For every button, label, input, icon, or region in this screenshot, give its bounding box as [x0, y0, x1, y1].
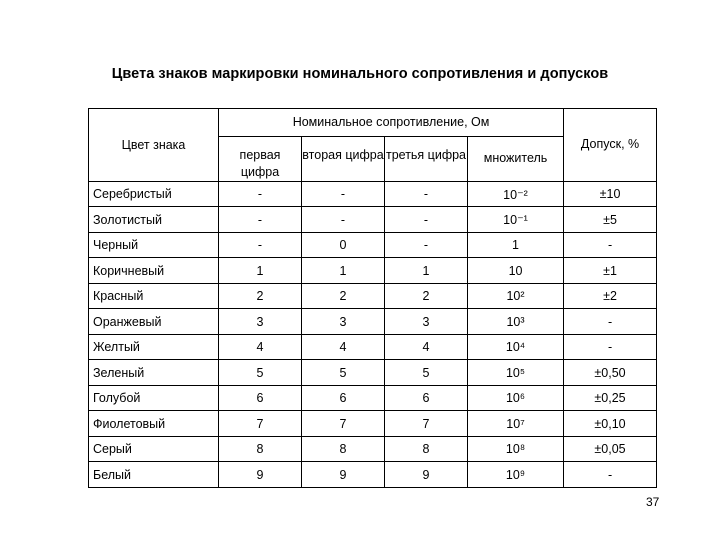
third-digit-cell: 5 — [385, 360, 468, 386]
header-second-digit: вторая цифра — [302, 137, 385, 182]
multiplier-cell: 10⁻² — [468, 181, 564, 207]
table-row — [89, 283, 657, 309]
second-digit-cell: 7 — [302, 411, 385, 437]
first-digit-cell: 5 — [219, 360, 302, 386]
table-row — [89, 207, 657, 233]
third-digit-cell: 9 — [385, 462, 468, 488]
first-digit-cell: 6 — [219, 385, 302, 411]
table-row — [89, 462, 657, 488]
color-name-cell: Серый — [89, 436, 219, 462]
multiplier-cell: 10⁹ — [468, 462, 564, 488]
tolerance-cell: - — [564, 462, 657, 488]
multiplier-cell: 1 — [468, 232, 564, 258]
header-tolerance: Допуск, % — [564, 109, 657, 182]
tolerance-cell: ±10 — [564, 181, 657, 207]
color-name-cell: Фиолетовый — [89, 411, 219, 437]
tolerance-cell: ±1 — [564, 258, 657, 284]
header-third-digit: третья цифра — [385, 137, 468, 182]
tolerance-cell: ±0,05 — [564, 436, 657, 462]
multiplier-cell: 10⁸ — [468, 436, 564, 462]
color-name-cell: Черный — [89, 232, 219, 258]
third-digit-cell: 3 — [385, 309, 468, 335]
table-row — [89, 360, 657, 386]
third-digit-cell: 6 — [385, 385, 468, 411]
table-row — [89, 385, 657, 411]
tolerance-cell: ±2 — [564, 283, 657, 309]
first-digit-cell: 9 — [219, 462, 302, 488]
page-title: Цвета знаков маркировки номинального сопротивления и допусков — [111, 66, 609, 82]
header-multiplier: множитель — [468, 137, 564, 182]
second-digit-cell: 9 — [302, 462, 385, 488]
color-name-cell: Желтый — [89, 334, 219, 360]
third-digit-cell: 4 — [385, 334, 468, 360]
first-digit-cell: 1 — [219, 258, 302, 284]
third-digit-cell: - — [385, 181, 468, 207]
table-row — [89, 334, 657, 360]
tolerance-cell: ±0,50 — [564, 360, 657, 386]
third-digit-cell: 1 — [385, 258, 468, 284]
tolerance-cell: - — [564, 232, 657, 258]
color-code-table — [88, 108, 657, 488]
tolerance-cell: ±0,25 — [564, 385, 657, 411]
multiplier-cell: 10³ — [468, 309, 564, 335]
second-digit-cell: 0 — [302, 232, 385, 258]
second-digit-cell: - — [302, 181, 385, 207]
table-row — [89, 436, 657, 462]
first-digit-cell: 4 — [219, 334, 302, 360]
third-digit-cell: 7 — [385, 411, 468, 437]
color-name-cell: Серебристый — [89, 181, 219, 207]
table-row — [89, 181, 657, 207]
multiplier-cell: 10⁵ — [468, 360, 564, 386]
first-digit-cell: 8 — [219, 436, 302, 462]
color-name-cell: Красный — [89, 283, 219, 309]
third-digit-cell: - — [385, 232, 468, 258]
multiplier-cell: 10⁻¹ — [468, 207, 564, 233]
color-name-cell: Оранжевый — [89, 309, 219, 335]
table-row — [89, 258, 657, 284]
second-digit-cell: 1 — [302, 258, 385, 284]
multiplier-cell: 10⁷ — [468, 411, 564, 437]
multiplier-cell: 10 — [468, 258, 564, 284]
third-digit-cell: - — [385, 207, 468, 233]
header-first-digit: первая цифра — [219, 137, 302, 182]
table-body — [89, 181, 657, 487]
first-digit-cell: 7 — [219, 411, 302, 437]
multiplier-cell: 10² — [468, 283, 564, 309]
color-name-cell: Зеленый — [89, 360, 219, 386]
second-digit-cell: 3 — [302, 309, 385, 335]
first-digit-cell: 3 — [219, 309, 302, 335]
tolerance-cell: - — [564, 334, 657, 360]
second-digit-cell: 8 — [302, 436, 385, 462]
second-digit-cell: 5 — [302, 360, 385, 386]
first-digit-cell: 2 — [219, 283, 302, 309]
table-row — [89, 411, 657, 437]
header-color: Цвет знака — [89, 109, 219, 182]
header-resistance-group: Номинальное сопротивление, Ом — [219, 109, 564, 137]
tolerance-cell: ±5 — [564, 207, 657, 233]
first-digit-cell: - — [219, 181, 302, 207]
multiplier-cell: 10⁴ — [468, 334, 564, 360]
tolerance-cell: ±0,10 — [564, 411, 657, 437]
page-number: 37 — [646, 495, 660, 509]
color-name-cell: Белый — [89, 462, 219, 488]
color-name-cell: Коричневый — [89, 258, 219, 284]
third-digit-cell: 8 — [385, 436, 468, 462]
second-digit-cell: - — [302, 207, 385, 233]
table-row — [89, 232, 657, 258]
table-row — [89, 309, 657, 335]
color-name-cell: Голубой — [89, 385, 219, 411]
tolerance-cell: - — [564, 309, 657, 335]
second-digit-cell: 2 — [302, 283, 385, 309]
third-digit-cell: 2 — [385, 283, 468, 309]
multiplier-cell: 10⁶ — [468, 385, 564, 411]
color-name-cell: Золотистый — [89, 207, 219, 233]
second-digit-cell: 6 — [302, 385, 385, 411]
first-digit-cell: - — [219, 232, 302, 258]
second-digit-cell: 4 — [302, 334, 385, 360]
first-digit-cell: - — [219, 207, 302, 233]
